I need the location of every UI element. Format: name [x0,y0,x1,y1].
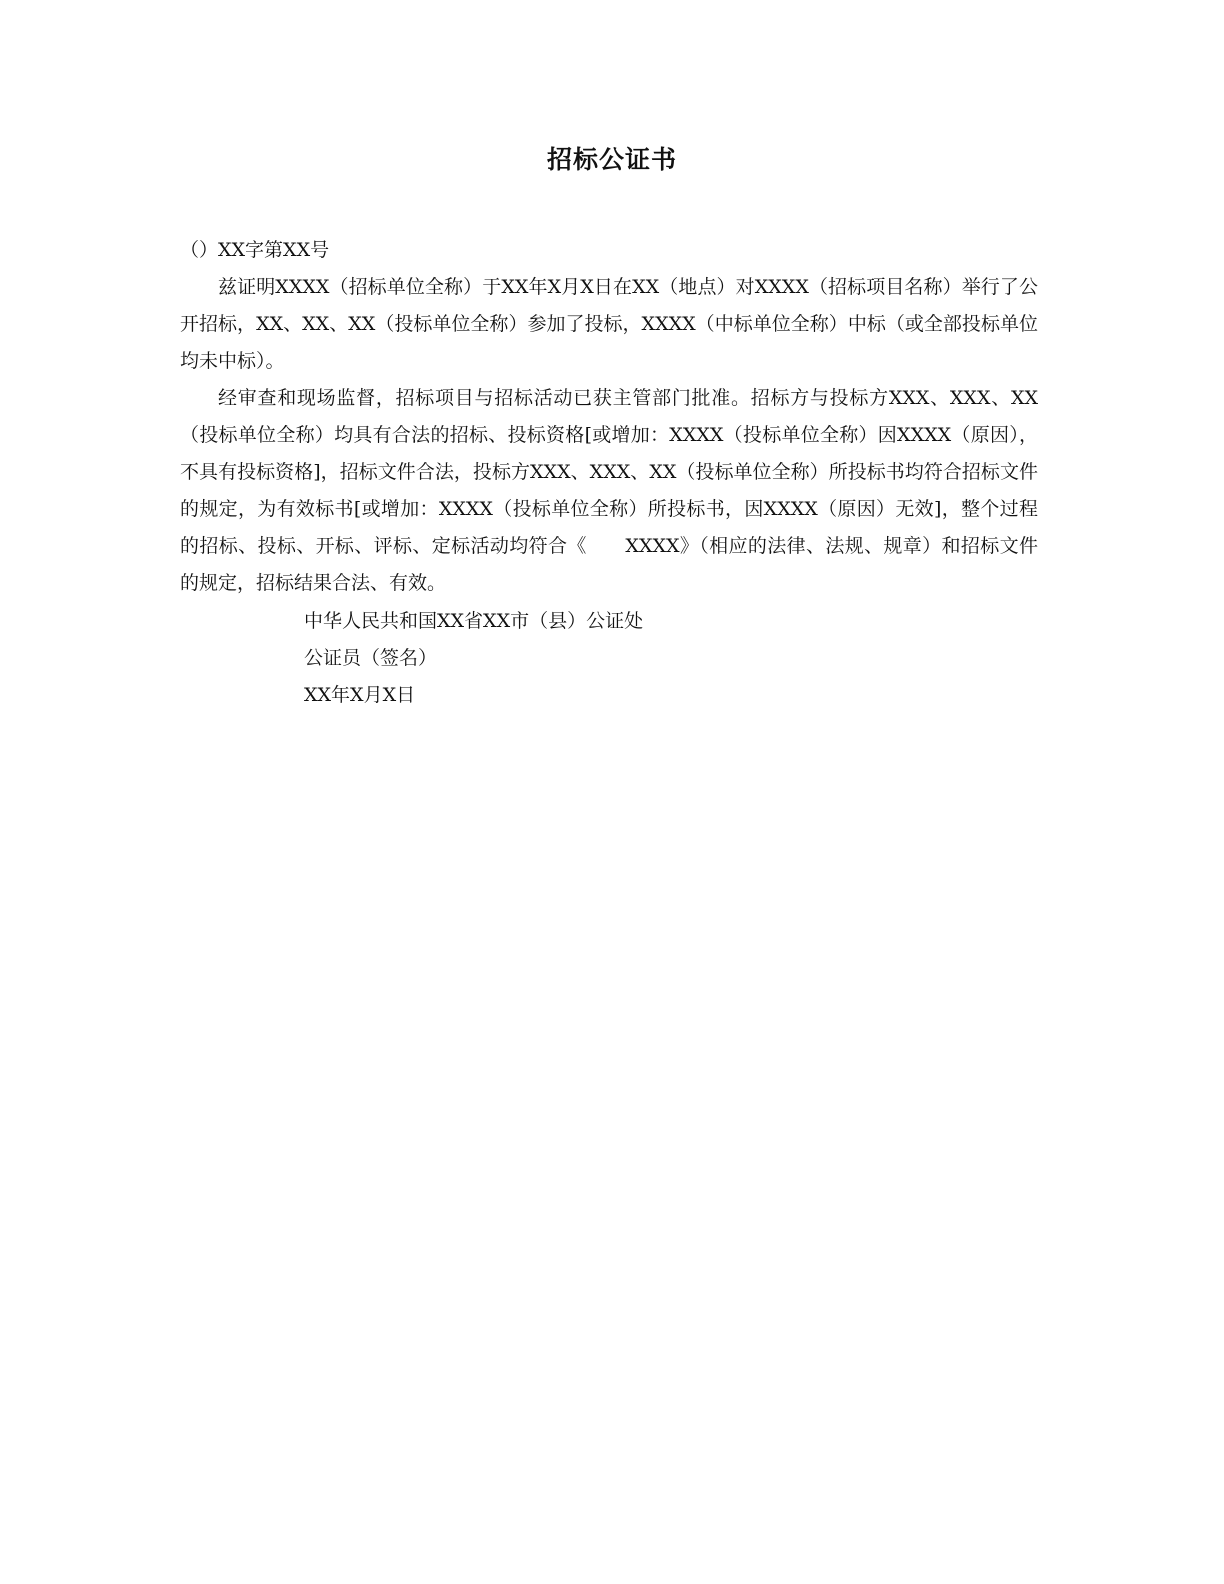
document-title: 招标公证书 [546,145,677,174]
paragraph-review: 经审查和现场监督，招标项目与招标活动已获主管部门批准。招标方与投标方XXX、XXX、XX（投标单位全称）均具有合法的招标、投标资格[或增加：XXXX（投标单位全称）因XXXX（原因），不具有投标资格]，招标文件合法，投标方XXX、XXX、XX（投标单位全称）所投标书均符合招标文件的规定，为有效标书[或增加：XXXX（投标单位全称）所投标书，因XXXX（原因）无效]，整个过程的招标、投标、开标、评标、定标活动均符合《 XXXX》（相应的法律、法规、规章）和招标文件的规定，招标结果合法、有效。 [180,387,1038,594]
document-body [180,232,1038,602]
signature-block [304,603,643,714]
paragraph-certification: 兹证明XXXX（招标单位全称）于XX年X月X日在XX（地点）对XXXX（招标项目名称）举行了公开招标，XX、XX、XX（投标单位全称）参加了投标，XXXX（中标单位全称）中标（或全部投标单位均未中标）。 [180,276,1038,372]
signature-date: XX年X月X日 [304,684,416,706]
reference-number: （）XX字第XX号 [180,239,330,261]
notary-signature-line: 公证员（签名） [304,647,438,669]
notary-office: 中华人民共和国XX省XX市（县）公证处 [304,610,644,632]
